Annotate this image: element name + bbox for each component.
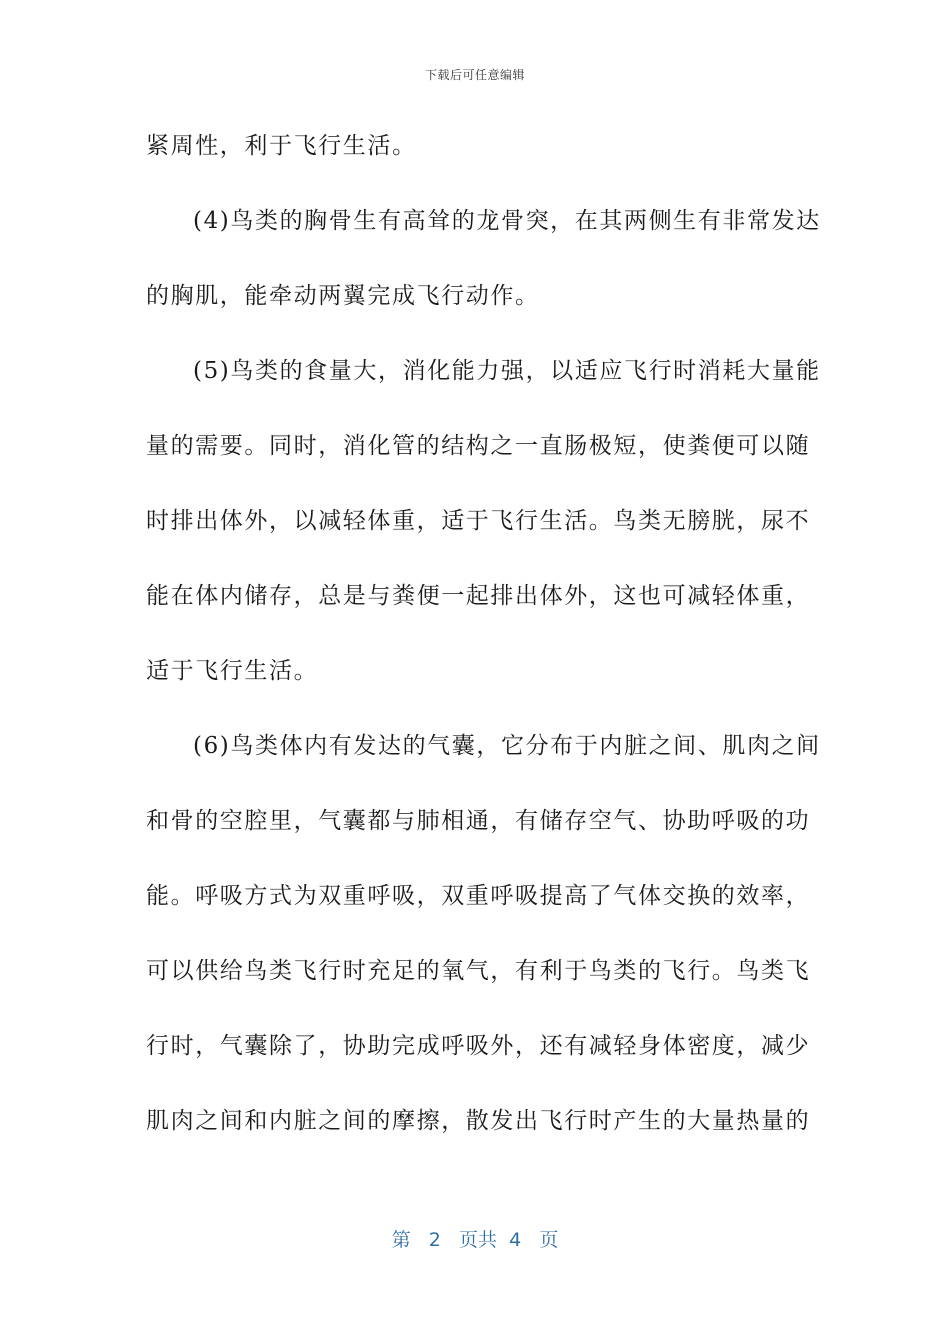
body-text: [146, 124, 821, 1174]
page-header: 下载后可任意编辑: [424, 68, 525, 82]
page-mid: 页共: [459, 1229, 498, 1251]
page-prefix: 第: [391, 1229, 411, 1251]
paragraph-line: 紧周性，利于飞行生活。: [146, 133, 417, 159]
paragraph-line: 时排出体外，以减轻体重，适于飞行生活。鸟类无膀胱，尿不: [146, 508, 811, 534]
paragraph-line: (4)鸟类的胸骨生有高耸的龙骨突，在其两侧生有非常发达: [193, 208, 821, 234]
paragraph-line: 可以供给鸟类飞行时充足的氧气，有利于鸟类的飞行。鸟类飞: [146, 958, 811, 984]
page-footer: [0, 1225, 950, 1252]
page-total: 4: [509, 1229, 522, 1251]
paragraph-line: 和骨的空腔里，气囊都与肺相通，有储存空气、协助呼吸的功: [146, 808, 811, 834]
paragraph-line: 适于飞行生活。: [146, 658, 319, 684]
paragraph-line: 能。呼吸方式为双重呼吸，双重呼吸提高了气体交换的效率，: [146, 883, 811, 909]
paragraph-line: 行时，气囊除了，协助完成呼吸外，还有减轻身体密度，减少: [146, 1033, 811, 1059]
paragraph-line: 肌肉之间和内脏之间的摩擦，散发出飞行时产生的大量热量的: [146, 1108, 811, 1134]
page-suffix: 页: [539, 1229, 559, 1251]
paragraph-line: (6)鸟类体内有发达的气囊，它分布于内脏之间、肌肉之间: [193, 733, 821, 759]
paragraph-line: 的胸肌，能牵动两翼完成飞行动作。: [146, 283, 540, 309]
paragraph-line: (5)鸟类的食量大，消化能力强，以适应飞行时消耗大量能: [193, 358, 821, 384]
page-number: 2: [428, 1229, 441, 1251]
paragraph-line: 能在体内储存，总是与粪便一起排出体外，这也可减轻体重，: [146, 583, 811, 609]
paragraph-line: 量的需要。同时，消化管的结构之一直肠极短，使粪便可以随: [146, 433, 811, 459]
